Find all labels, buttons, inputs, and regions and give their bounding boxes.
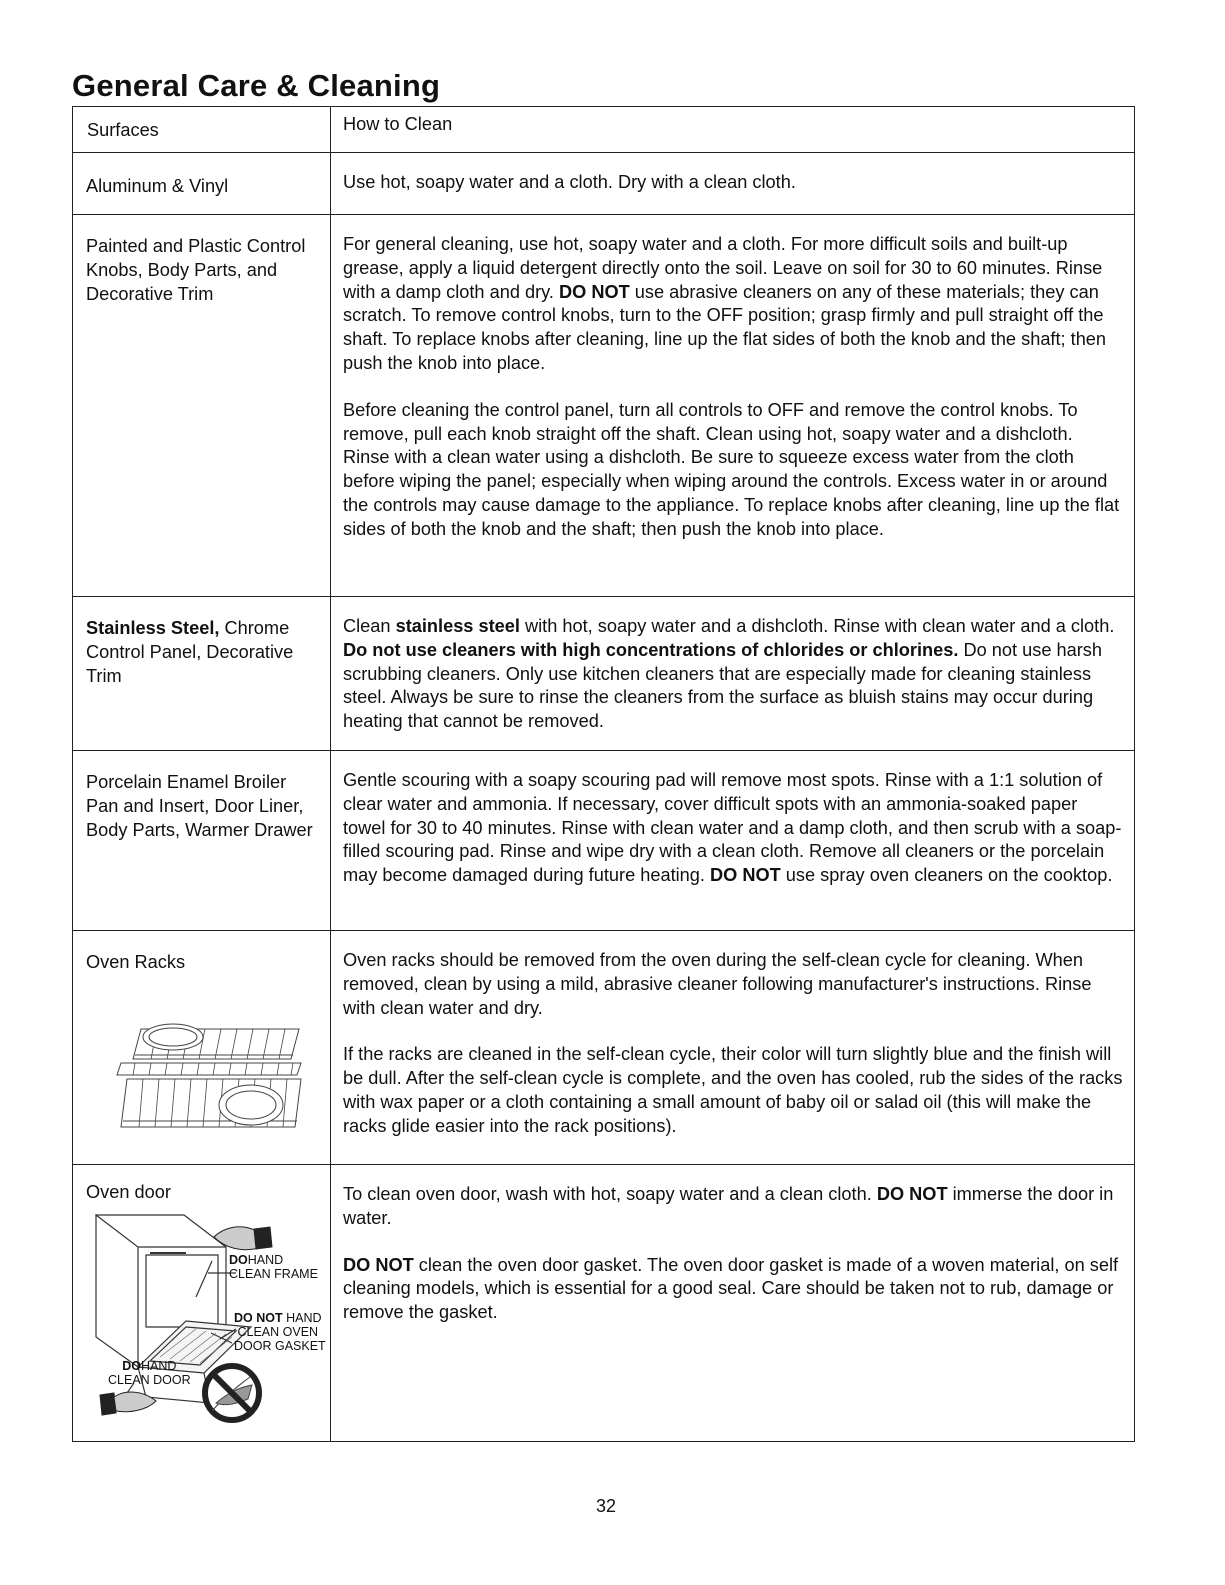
- callout-text: CLEAN DOOR: [108, 1372, 191, 1387]
- text-run: clean the oven door gasket. The oven door gasket is made of a woven material, on self cleaning models, which is essential for a good seal. Care should be taken not to rub, damage or remove the gasket.: [343, 1254, 1119, 1323]
- instructions-text: [343, 769, 1124, 888]
- callout-door-gasket: [234, 1311, 326, 1353]
- page-number: 32: [595, 1496, 617, 1516]
- text-run: Do not use harsh scrubbing cleaners. Only use kitchen cleaners that are especially made for cleaning stainless steel. Always be sure to rinse the cleaners from the surface as bluish stains may occur during heating that cannot be removed.: [343, 639, 1103, 732]
- callout-clean-frame: [229, 1253, 318, 1281]
- instructions-cell: [331, 751, 1135, 931]
- how-to-clean-header: How to Clean: [331, 107, 1135, 153]
- care-table: [72, 106, 1135, 1442]
- surface-name-bold: Stainless Steel,: [86, 618, 220, 638]
- header-row: [73, 107, 1135, 153]
- warning-text: DO NOT: [559, 281, 630, 302]
- callout-text: HAND: [140, 1358, 177, 1373]
- surface-cell: [73, 597, 331, 751]
- instructions-cell: [331, 931, 1135, 1165]
- oven-door-illustration: [86, 1207, 326, 1437]
- text-run: with hot, soapy water and a dishcloth. Rinse with clean water and a cloth.: [519, 616, 1115, 636]
- surface-cell: [73, 1165, 331, 1442]
- page-title: General Care & Cleaning: [72, 68, 441, 103]
- callout-clean-door: [108, 1359, 191, 1387]
- table-row: [73, 153, 1135, 215]
- instructions-text: Before cleaning the control panel, turn all controls to OFF and remove the control knobs. To remove, pull each knob straight off the shaft. Clean using hot, soapy water and a dishcloth. Rinse with a clean water using a dishcloth. Be sure to squeeze excess water from the cloth before wiping the panel; especially when wiping around the controls. Excess water in or around the controls may cause damage to the appliance. To replace knobs after cleaning, line up the flat sides of both the knob and the shaft; then push the knob into place.: [343, 399, 1120, 539]
- surface-cell: [73, 215, 331, 597]
- text-run: Clean: [343, 616, 396, 636]
- table-row: [73, 1165, 1135, 1442]
- callout-text: CLEAN OVEN: [237, 1324, 319, 1339]
- surface-cell: [73, 931, 331, 1165]
- instructions-cell: [331, 153, 1135, 215]
- emphasis-text: stainless steel: [395, 616, 520, 636]
- text-run: For general cleaning, use hot, soapy water and a cloth. For more difficult soils and built-up grease, apply a liquid detergent directly onto the soil. Leave on soil for 30 to 60 minutes. Rinse with a damp cloth and dry.: [343, 234, 1103, 302]
- instructions-text: [343, 1183, 1124, 1231]
- table-row: [73, 931, 1135, 1165]
- warning-text: DO NOT: [876, 1184, 948, 1204]
- text-run: Gentle scouring with a soapy scouring pad will remove most spots. Rinse with a 1:1 solution of clear water and ammonia. If necessary, cover difficult spots with an ammonia-soaked paper towel for 30 to 40 minutes. Rinse with clean water and a damp cloth, and then scrub with a soap-filled scouring pad. Rinse and wipe dry with a clean cloth. Remove all cleaners or the porcelain may become damaged during future heating.: [343, 770, 1122, 886]
- text-run: use spray oven cleaners on the cooktop.: [780, 865, 1113, 886]
- instructions-text: [343, 1254, 1124, 1325]
- instructions-cell: [331, 215, 1135, 597]
- instructions-text: [343, 615, 1124, 734]
- instructions-text: [343, 233, 1124, 376]
- surface-name: Painted and Plastic Control Knobs, Body Parts, and Decorative Trim: [86, 236, 306, 304]
- surfaces-header: Surfaces: [73, 107, 331, 153]
- callout-text: HAND: [247, 1252, 284, 1267]
- surface-cell: [73, 153, 331, 215]
- callout-text: CLEAN FRAME: [229, 1266, 318, 1281]
- instructions-text: Oven racks should be removed from the oven during the self-clean cycle for cleaning. When removed, clean by using a mild, abrasive cleaner following manufacturer's instructions. Rinse with clean water and dry.: [343, 950, 1092, 1018]
- text-run: To clean oven door, wash with hot, soapy water and a clean cloth.: [343, 1184, 877, 1204]
- surface-name: Chrome Control Panel, Decorative Trim: [86, 618, 294, 686]
- text-run: immerse the door in water.: [343, 1184, 1114, 1228]
- warning-text: DO NOT: [710, 865, 781, 886]
- surface-name: Oven Racks: [86, 952, 186, 972]
- instructions-cell: [331, 1165, 1135, 1442]
- surface-name: Aluminum & Vinyl: [86, 176, 229, 196]
- callout-text: HAND: [286, 1310, 322, 1325]
- table-row: [73, 597, 1135, 751]
- callout-bold: DO NOT: [234, 1310, 283, 1325]
- warning-text: Do not use cleaners with high concentrations of chlorides or chlorines.: [343, 639, 959, 660]
- oven-racks-illustration: [111, 1015, 311, 1135]
- instructions-text: If the racks are cleaned in the self-clean cycle, their color will turn slightly blue and the finish will be dull. After the self-clean cycle is complete, and the oven has cooled, rub the sides of the racks with wax paper or a cloth containing a small amount of baby oil or salad oil (this will make the racks glide easier into the rack positions).: [343, 1044, 1123, 1136]
- surface-name: Porcelain Enamel Broiler Pan and Insert, Door Liner, Body Parts, Warmer Drawer: [86, 772, 313, 840]
- instructions-cell: [331, 597, 1135, 751]
- callout-text: DOOR GASKET: [234, 1338, 326, 1353]
- table-row: [73, 215, 1135, 597]
- surface-cell: [73, 751, 331, 931]
- text-run: use abrasive cleaners on any of these materials; they can scratch. To remove control knobs, turn to the OFF position; grasp firmly and pull straight off the shaft. To replace knobs after cleaning, line up the flat sides of both the knob and the shaft; then push the knob into place.: [343, 281, 1107, 373]
- callout-bold: DO: [229, 1252, 248, 1267]
- warning-text: DO NOT: [343, 1254, 414, 1275]
- surface-name: Oven door: [86, 1182, 171, 1202]
- callout-bold: DO: [122, 1358, 141, 1373]
- table-row: [73, 751, 1135, 931]
- instructions-text: Use hot, soapy water and a cloth. Dry with a clean cloth.: [343, 172, 796, 192]
